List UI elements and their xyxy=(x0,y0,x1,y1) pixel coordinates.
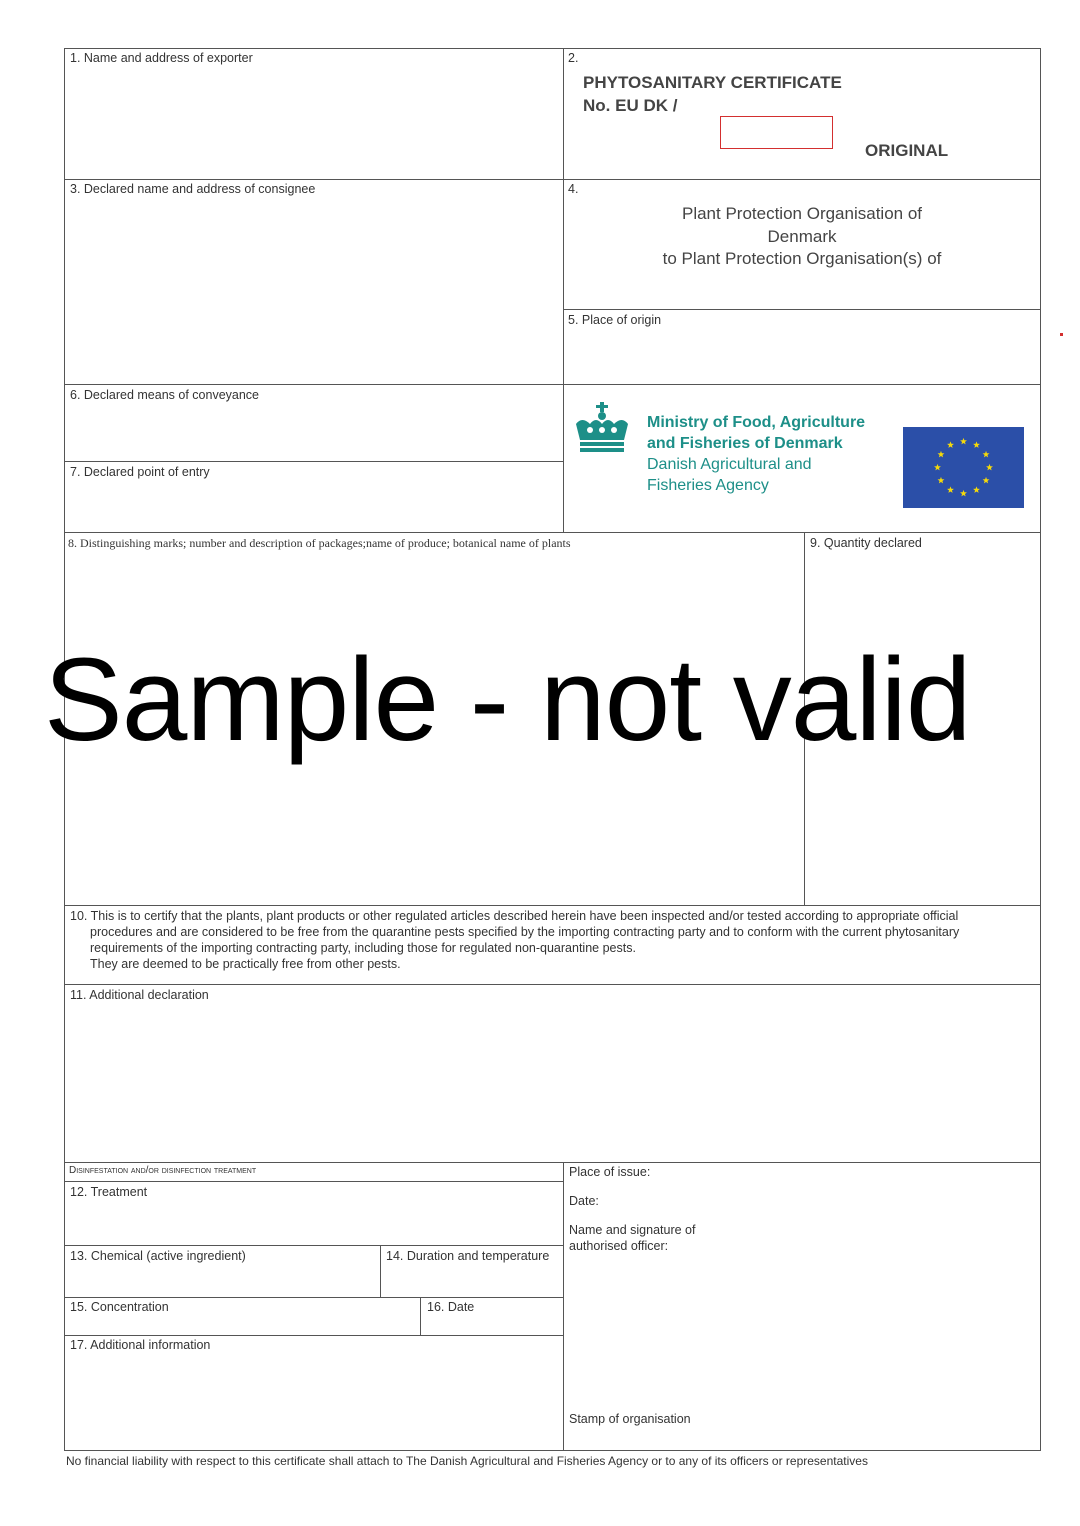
ministry-line-1: Ministry of Food, Agriculture xyxy=(647,414,866,431)
treatment-label: 12. Treatment xyxy=(70,1185,148,1199)
additional-information-label: 17. Additional information xyxy=(70,1338,211,1352)
distinguishing-marks-label: 8. Distinguishing marks; number and description of packages;name of produce; botanical name of plants xyxy=(68,536,571,550)
name-signature-label-1: Name and signature of xyxy=(569,1223,696,1237)
sample-watermark: Sample - not valid xyxy=(44,634,971,766)
issue-date-label: Date: xyxy=(569,1194,599,1208)
ppo-field-label: 4. xyxy=(568,182,579,196)
concentration-label: 15. Concentration xyxy=(70,1300,169,1314)
certification-line-2: procedures and are considered to be free from the quarantine pests specified by the importing contracting party and to conform with the current phytosanitary xyxy=(90,925,960,939)
certification-line-4: They are deemed to be practically free from other pests. xyxy=(90,957,401,971)
eu-flag-icon xyxy=(903,427,1024,508)
conveyance-label: 6. Declared means of conveyance xyxy=(70,388,259,402)
agency-line-1: Danish Agricultural and xyxy=(647,456,812,473)
treatment-date-label: 16. Date xyxy=(427,1300,475,1314)
name-signature-label-2: authorised officer: xyxy=(569,1239,669,1253)
point-of-entry-label: 7. Declared point of entry xyxy=(70,465,210,479)
exporter-label: 1. Name and address of exporter xyxy=(70,51,253,65)
certification-line-1: 10. This is to certify that the plants, plant products or other regulated articles described herein have been inspected and/or tested according to appropriate official xyxy=(70,909,959,923)
additional-declaration-label: 11. Additional declaration xyxy=(70,988,209,1002)
certificate-number-prefix: No. EU DK / xyxy=(583,96,678,115)
quantity-declared-label: 9. Quantity declared xyxy=(810,536,922,550)
margin-mark xyxy=(1060,333,1063,336)
certification-line-3: requirements of the importing contracting party, including those for regulated non-quarantine pests. xyxy=(90,941,636,955)
stamp-label: Stamp of organisation xyxy=(569,1412,691,1426)
liability-footer: No financial liability with respect to this certificate shall attach to The Danish Agricultural and Fisheries Agency or to any of its officers or representatives xyxy=(66,1454,868,1468)
certificate-title: PHYTOSANITARY CERTIFICATE xyxy=(583,73,842,92)
copy-type-label: ORIGINAL xyxy=(865,141,949,160)
treatment-header: Disinfestation and/or disinfection treatment xyxy=(69,1165,257,1176)
ppo-line-1: Plant Protection Organisation of xyxy=(681,204,923,223)
crown-icon xyxy=(572,402,632,454)
duration-temperature-label: 14. Duration and temperature xyxy=(386,1249,550,1263)
place-of-issue-label: Place of issue: xyxy=(569,1165,651,1179)
chemical-label: 13. Chemical (active ingredient) xyxy=(70,1249,246,1263)
ppo-line-3: to Plant Protection Organisation(s) of xyxy=(662,249,942,268)
place-of-origin-label: 5. Place of origin xyxy=(568,313,662,327)
certificate-number-box[interactable] xyxy=(720,116,833,149)
ppo-line-2: Denmark xyxy=(767,227,837,246)
agency-line-2: Fisheries Agency xyxy=(647,477,769,494)
certificate-field-label: 2. xyxy=(568,51,579,65)
consignee-label: 3. Declared name and address of consignee xyxy=(70,182,316,196)
ministry-line-2: and Fisheries of Denmark xyxy=(647,435,843,452)
